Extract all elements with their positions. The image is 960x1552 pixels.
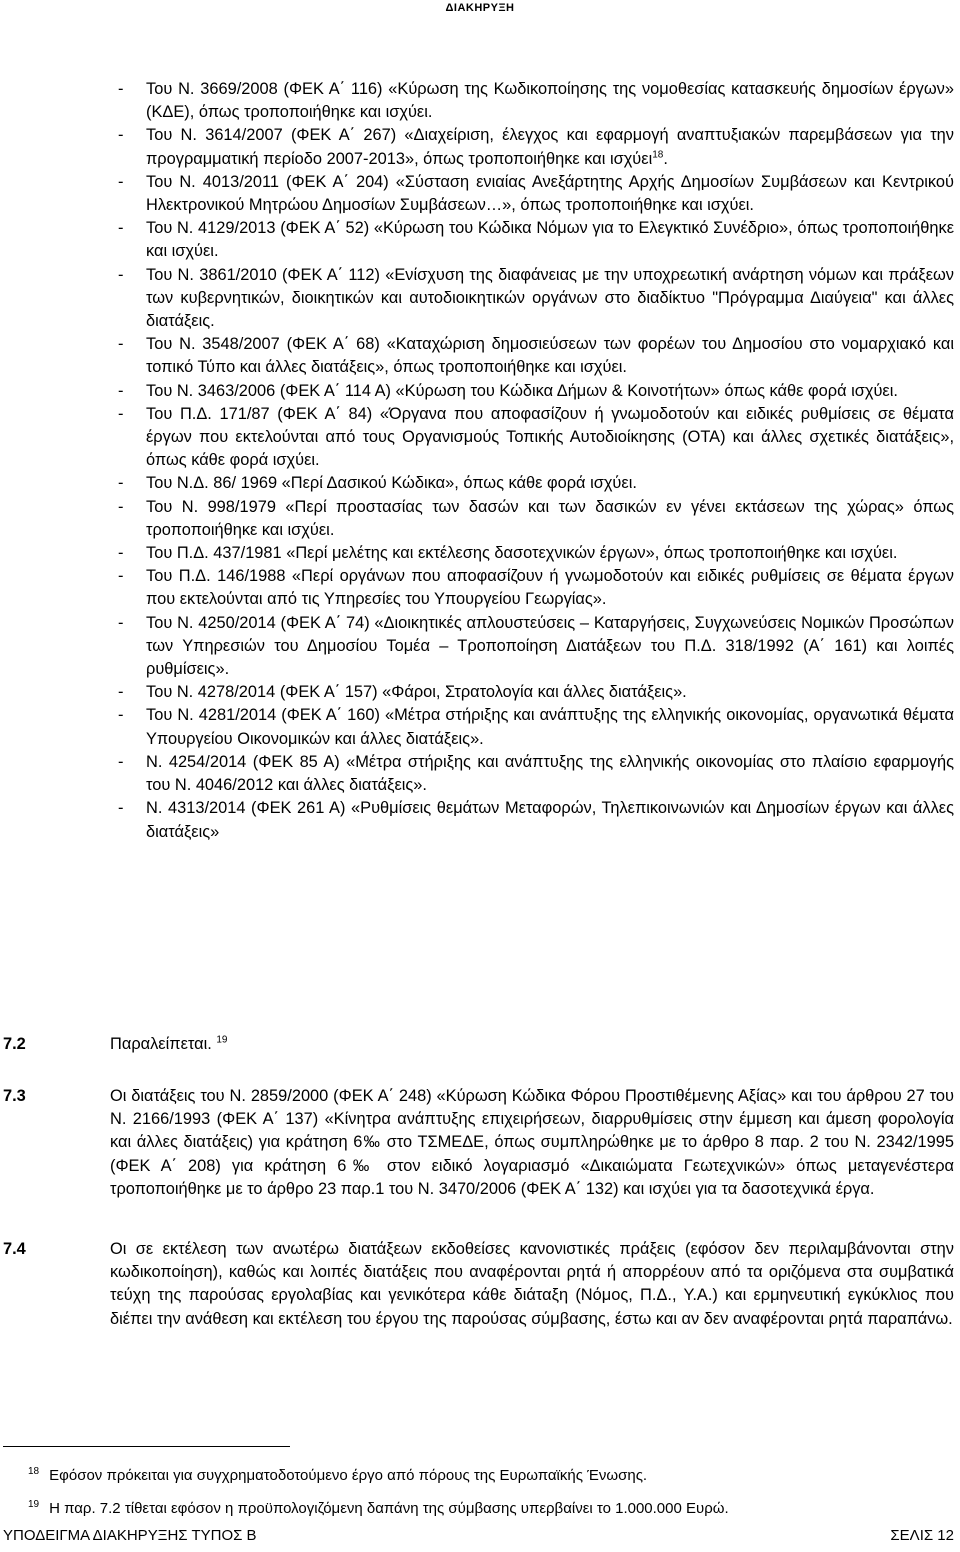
list-item xyxy=(118,472,954,495)
footnote-separator xyxy=(3,1446,290,1447)
section-7-4 xyxy=(3,1238,954,1331)
list-dash: - xyxy=(118,752,124,771)
list-item-text: Του Ν. 4013/2011 (ΦΕΚ Α΄ 204) «Σύσταση ενιαίας Ανεξάρτητης Αρχής Δημοσίων Συμβάσεων και Κεντρικού Ηλεκτρονικού Μητρώου Δημοσίων Συμβάσεων…», όπως τροποποιήθηκε και ισχύει. xyxy=(146,172,954,215)
footnote-18 xyxy=(28,1462,647,1486)
list-item-text: Του Π.Δ. 171/87 (ΦΕΚ Α΄ 84) «Όργανα που αποφασίζουν ή γνωμοδοτούν και ειδικές ρυθμίσεις σε θέματα έργων που εκτελούνται από τους Οργανισμούς Τοπικής Αυτοδιοίκησης (ΟΤΑ) και άλλες σχετικές διατάξεις», όπως κάθε φορά ισχύει. xyxy=(146,404,954,470)
list-item xyxy=(118,217,954,263)
list-item-text: Του Ν. 3614/2007 (ΦΕΚ Α΄ 267) «Διαχείριση, έλεγχος και εφαρμογή αναπτυξιακών παρεμβάσεων για την προγραμματική περίοδο 2007-2013», όπως τροποποιήθηκε και ισχύει xyxy=(146,126,954,168)
list-item xyxy=(118,264,954,334)
list-item-text: Του Ν. 4250/2014 (ΦΕΚ Α΄ 74) «Διοικητικές απλουστεύσεις – Καταργήσεις, Συγχωνεύσεις Νομικών Προσώπων των Υπηρεσιών του Δημοσίου Τομέα – Τροποποίηση Διατάξεων του Π.Δ. 318/1992 (Α΄ 161) και λοιπές ρυθμίσεις». xyxy=(146,613,954,679)
list-item-text: Του Ν. 4129/2013 (ΦΕΚ Α΄ 52) «Κύρωση του Κώδικα Νόμων για το Ελεγκτικό Συνέδριο», όπως τροποποιήθηκε και ισχύει. xyxy=(146,219,954,261)
footer-page-number: ΣΕΛΙΣ 12 xyxy=(890,1527,954,1544)
list-dash: - xyxy=(118,683,124,702)
footnote-ref[interactable]: 18 xyxy=(652,149,664,161)
list-item xyxy=(118,751,954,797)
page-header: ΔΙΑΚΗΡΥΞΗ xyxy=(445,2,515,14)
footnote-text: Εφόσον πρόκειται για συγχρηματοδοτούμενο έργο από πόρους της Ευρωπαϊκής Ένωσης. xyxy=(49,1467,648,1484)
list-dash: - xyxy=(118,126,124,145)
list-dash: - xyxy=(118,172,124,191)
list-item-text: Του Ν. 998/1979 «Περί προστασίας των δασών και των δασικών εν γένει εκτάσεων της χώρας» όπως τροποποιήθηκε και ισχύει. xyxy=(146,497,954,539)
list-item xyxy=(118,565,954,611)
list-item-text: Του Ν. 3548/2007 (ΦΕΚ Α΄ 68) «Καταχώριση δημοσιεύσεων των φορέων του Δημοσίου στο νομαρχιακό και τοπικό Τύπο και άλλες διατάξεις», όπως τροποποιήθηκε και ισχύει. xyxy=(146,335,954,377)
list-dash: - xyxy=(118,474,124,493)
footnote-ref[interactable]: 19 xyxy=(216,1034,228,1046)
list-item xyxy=(118,78,954,124)
list-item xyxy=(118,797,954,843)
list-item-text: Του Ν. 4278/2014 (ΦΕΚ Α΄ 157) «Φάροι, Στρατολογία και άλλες διατάξεις». xyxy=(146,683,687,702)
list-item xyxy=(118,171,954,217)
section-number: 7.4 xyxy=(3,1240,26,1258)
list-item xyxy=(118,124,954,170)
list-dash: - xyxy=(118,706,124,725)
list-dash: - xyxy=(118,544,124,563)
section-text: Οι σε εκτέλεση των ανωτέρω διατάξεων εκδοθείσες κανονιστικές πράξεις (εφόσον δεν περιλαμβάνονται στην κωδικοποίηση), καθώς και λοιπές διατάξεις που αναφέρονται ρητά ή απορρέουν από τα οριζόμενα στα συμβατικά τεύχη της παρούσας εργολαβίας και γενικότερα κάθε διάταξη (Νόμος, Π.Δ., Υ.Α.) και ερμηνευτική εγκύκλιος που διέπει την ανάθεση και εκτέλεση του έργου της παρούσας σύμβασης, έστω και αν δεν αναφέρονται ρητά παραπάνω. xyxy=(110,1240,954,1328)
list-item xyxy=(118,612,954,682)
section-7-3 xyxy=(3,1085,954,1201)
list-item-text: Ν. 4313/2014 (ΦΕΚ 261 Α) «Ρυθμίσεις θεμάτων Μεταφορών, Τηλεπικοινωνιών και Δημοσίων έργων και άλλες διατάξεις» xyxy=(146,799,954,841)
list-dash: - xyxy=(118,335,124,354)
list-dash: - xyxy=(118,613,124,632)
section-7-2 xyxy=(3,1033,954,1056)
list-item-text: Του Ν.Δ. 86/ 1969 «Περί Δασικού Κώδικα», όπως κάθε φορά ισχύει. xyxy=(146,474,637,493)
section-number: 7.2 xyxy=(3,1035,26,1053)
list-item-text: Του Π.Δ. 437/1981 «Περί μελέτης και εκτέλεσης δασοτεχνικών έργων», όπως τροποποιήθηκε και ισχύει. xyxy=(146,544,898,563)
list-dash: - xyxy=(118,567,124,586)
footer-doc-title: ΥΠΟΔΕΙΓΜΑ ΔΙΑΚΗΡΥΞΗΣ ΤΥΠΟΣ Β xyxy=(3,1527,257,1544)
list-item xyxy=(118,496,954,542)
list-item-text: Του Π.Δ. 146/1988 «Περί οργάνων που αποφασίζουν ή γνωμοδοτούν και ειδικές ρυθμίσεις σε θέματα έργων που εκτελούνται από τις Υπηρεσίες του Υπουργείου Γεωργίας». xyxy=(146,567,954,609)
list-item xyxy=(118,542,954,565)
footnote-mark: 18 xyxy=(28,1466,40,1477)
list-dash: - xyxy=(118,265,124,284)
list-item-text: Του Ν. 4281/2014 (ΦΕΚ Α΄ 160) «Μέτρα στήριξης και ανάπτυξης της ελληνικής οικονομίας, οργανωτικά θέματα Υπουργείου Οικονομικών και άλλες διατάξεις». xyxy=(146,706,954,748)
list-dash: - xyxy=(118,404,124,423)
list-dash: - xyxy=(118,381,124,400)
list-dash: - xyxy=(118,497,124,516)
list-item-text: Ν. 4254/2014 (ΦΕΚ 85 Α) «Μέτρα στήριξης και ανάπτυξης της ελληνικής οικονομίας στο πλαίσιο εφαρμογής του Ν. 4046/2012 και άλλες διατάξεις». xyxy=(146,752,954,795)
section-number: 7.3 xyxy=(3,1087,26,1105)
list-item-text: Του Ν. 3463/2006 (ΦΕΚ Α΄ 114 Α) «Κύρωση του Κώδικα Δήμων & Κοινοτήτων» όπως κάθε φορά ισχύει. xyxy=(146,381,898,400)
list-item-text: Του Ν. 3861/2010 (ΦΕΚ Α΄ 112) «Ενίσχυση της διαφάνειας με την υποχρεωτική ανάρτηση νόμων και πράξεων των κυβερνητικών, διοικητικών και αυτοδιοικητικών οργάνων στο διαδίκτυο "Πρόγραμμα Διαύγεια" και άλλες διατάξεις. xyxy=(146,265,954,331)
list-item-tail: . xyxy=(663,149,668,168)
list-item xyxy=(118,380,954,403)
footnote-19 xyxy=(28,1495,729,1519)
list-dash: - xyxy=(118,219,124,238)
footnote-text: Η παρ. 7.2 τίθεται εφόσον η προϋπολογιζόμενη δαπάνη της σύμβασης υπερβαίνει το 1.000.000 Ευρώ. xyxy=(49,1500,729,1517)
list-dash: - xyxy=(118,80,124,98)
list-dash: - xyxy=(118,799,124,818)
list-item xyxy=(118,333,954,379)
list-item xyxy=(118,704,954,750)
section-body xyxy=(110,1033,954,1056)
section-text: Οι διατάξεις του Ν. 2859/2000 (ΦΕΚ Α΄ 248) «Κύρωση Κώδικα Φόρου Προστιθέμενης Αξίας» και του άρθρου 27 του Ν. 2166/1993 (ΦΕΚ Α΄ 137) «Κίνητρα ανάπτυξης επιχειρήσεων, διαρρυθμίσεις στην έμμεση και άμεση φορολογία και άλλες διατάξεις) για κράτηση 6‰ στο ΤΣΜΕΔΕ, όπως συμπληρώθηκε με το άρθρο 8 παρ. 2 του Ν. 2342/1995 (ΦΕΚ Α΄ 208) για κράτηση 6‰ στον ειδικό λογαριασμό «Δικαιώματα Γεωτεχνικών» όπως μεταγενέστερα τροποποιήθηκε με το άρθρο 23 παρ.1 του Ν. 3470/2006 (ΦΕΚ Α΄ 132) και ισχύει για τα δασοτεχνικά έργα. xyxy=(110,1087,954,1198)
list-item-text: Του Ν. 3669/2008 (ΦΕΚ Α΄ 116) «Κύρωση της Κωδικοποίησης της νομοθεσίας κατασκευής δημοσίων έργων» (ΚΔΕ), όπως τροποποιήθηκε και ισχύει. xyxy=(146,80,954,122)
list-item xyxy=(118,403,954,473)
footnote-mark: 19 xyxy=(28,1499,40,1510)
list-item xyxy=(118,681,954,704)
law-list xyxy=(118,78,954,844)
section-text: Παραλείπεται. xyxy=(110,1035,212,1053)
